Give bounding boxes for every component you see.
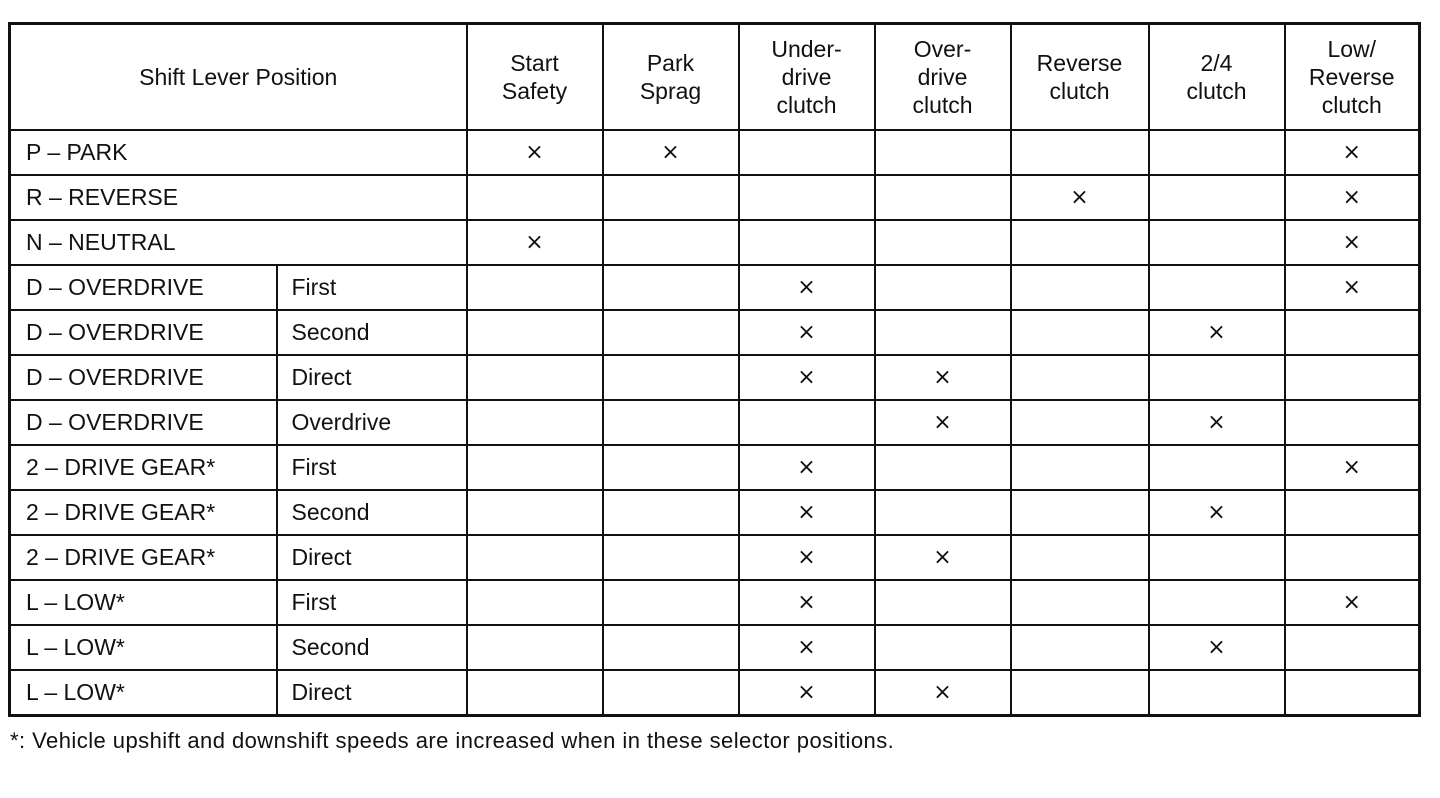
applied-mark-cell: × — [1285, 220, 1420, 265]
empty-cell — [603, 445, 739, 490]
shift-position-cell: R – REVERSE — [10, 175, 467, 220]
column-header: Under- drive clutch — [739, 24, 875, 131]
table-row — [10, 175, 1420, 220]
shift-position-cell: N – NEUTRAL — [10, 220, 467, 265]
applied-mark-cell: × — [739, 580, 875, 625]
empty-cell — [875, 625, 1011, 670]
empty-cell — [603, 535, 739, 580]
empty-cell — [1011, 355, 1149, 400]
shift-position-cell: D – OVERDRIVE — [10, 400, 277, 445]
applied-mark-cell: × — [739, 670, 875, 716]
applied-mark-cell: × — [1285, 265, 1420, 310]
empty-cell — [1285, 535, 1420, 580]
table-row — [10, 580, 1420, 625]
applied-mark-cell: × — [1285, 130, 1420, 175]
table-row — [10, 310, 1420, 355]
header-row — [10, 24, 1420, 131]
table-row — [10, 445, 1420, 490]
empty-cell — [467, 490, 603, 535]
applied-mark-cell: × — [875, 535, 1011, 580]
shift-position-cell: D – OVERDRIVE — [10, 355, 277, 400]
empty-cell — [603, 400, 739, 445]
applied-mark-cell: × — [875, 355, 1011, 400]
empty-cell — [1285, 670, 1420, 716]
shift-position-cell: L – LOW* — [10, 625, 277, 670]
applied-mark-cell: × — [1149, 490, 1285, 535]
column-header: 2/4 clutch — [1149, 24, 1285, 131]
applied-mark-cell: × — [739, 355, 875, 400]
applied-mark-cell: × — [739, 310, 875, 355]
shift-position-cell: L – LOW* — [10, 580, 277, 625]
empty-cell — [875, 265, 1011, 310]
empty-cell — [1285, 400, 1420, 445]
table-row — [10, 355, 1420, 400]
table-row — [10, 265, 1420, 310]
shift-lever-position-header: Shift Lever Position — [10, 24, 467, 131]
applied-mark-cell: × — [739, 445, 875, 490]
table-row — [10, 670, 1420, 716]
gear-cell: Overdrive — [277, 400, 467, 445]
empty-cell — [1285, 355, 1420, 400]
empty-cell — [1011, 445, 1149, 490]
gear-cell: First — [277, 265, 467, 310]
applied-mark-cell: × — [739, 490, 875, 535]
empty-cell — [1011, 130, 1149, 175]
empty-cell — [467, 535, 603, 580]
empty-cell — [1285, 310, 1420, 355]
empty-cell — [1149, 130, 1285, 175]
applied-mark-cell: × — [739, 625, 875, 670]
empty-cell — [467, 265, 603, 310]
shift-position-cell: 2 – DRIVE GEAR* — [10, 535, 277, 580]
gear-cell: First — [277, 580, 467, 625]
table-row — [10, 220, 1420, 265]
table-row — [10, 130, 1420, 175]
empty-cell — [1011, 220, 1149, 265]
column-header: Start Safety — [467, 24, 603, 131]
empty-cell — [1149, 220, 1285, 265]
empty-cell — [1011, 310, 1149, 355]
empty-cell — [467, 625, 603, 670]
table-row — [10, 625, 1420, 670]
empty-cell — [467, 355, 603, 400]
empty-cell — [467, 175, 603, 220]
footnote: *: Vehicle upshift and downshift speeds are increased when in these selector positions. — [10, 728, 895, 753]
applied-mark-cell: × — [875, 400, 1011, 445]
empty-cell — [1011, 535, 1149, 580]
empty-cell — [875, 220, 1011, 265]
applied-mark-cell: × — [603, 130, 739, 175]
empty-cell — [1149, 175, 1285, 220]
applied-mark-cell: × — [739, 535, 875, 580]
empty-cell — [875, 130, 1011, 175]
gear-cell: Direct — [277, 355, 467, 400]
table-body — [10, 130, 1420, 716]
empty-cell — [739, 220, 875, 265]
empty-cell — [875, 175, 1011, 220]
applied-mark-cell: × — [1149, 310, 1285, 355]
gear-cell: First — [277, 445, 467, 490]
gear-cell: Direct — [277, 670, 467, 716]
empty-cell — [1149, 535, 1285, 580]
empty-cell — [1149, 355, 1285, 400]
empty-cell — [603, 580, 739, 625]
empty-cell — [603, 355, 739, 400]
empty-cell — [467, 400, 603, 445]
empty-cell — [467, 670, 603, 716]
empty-cell — [1149, 445, 1285, 490]
applied-mark-cell: × — [1285, 445, 1420, 490]
empty-cell — [467, 580, 603, 625]
column-header: Park Sprag — [603, 24, 739, 131]
applied-mark-cell: × — [467, 130, 603, 175]
shift-position-cell: D – OVERDRIVE — [10, 310, 277, 355]
empty-cell — [875, 580, 1011, 625]
applied-mark-cell: × — [1285, 175, 1420, 220]
empty-cell — [603, 310, 739, 355]
applied-mark-cell: × — [875, 670, 1011, 716]
table-row — [10, 535, 1420, 580]
empty-cell — [1011, 670, 1149, 716]
applied-mark-cell: × — [1011, 175, 1149, 220]
shift-position-cell: 2 – DRIVE GEAR* — [10, 445, 277, 490]
empty-cell — [875, 490, 1011, 535]
applied-mark-cell: × — [1149, 625, 1285, 670]
gear-cell: Second — [277, 310, 467, 355]
empty-cell — [875, 445, 1011, 490]
empty-cell — [603, 175, 739, 220]
applied-mark-cell: × — [1149, 400, 1285, 445]
empty-cell — [603, 220, 739, 265]
empty-cell — [603, 265, 739, 310]
empty-cell — [1011, 580, 1149, 625]
empty-cell — [875, 310, 1011, 355]
gear-cell: Direct — [277, 535, 467, 580]
shift-position-cell: P – PARK — [10, 130, 467, 175]
shift-position-cell: D – OVERDRIVE — [10, 265, 277, 310]
gear-cell: Second — [277, 490, 467, 535]
empty-cell — [1011, 625, 1149, 670]
empty-cell — [739, 400, 875, 445]
empty-cell — [467, 445, 603, 490]
empty-cell — [1149, 670, 1285, 716]
empty-cell — [739, 175, 875, 220]
empty-cell — [1285, 625, 1420, 670]
shift-position-cell: 2 – DRIVE GEAR* — [10, 490, 277, 535]
empty-cell — [1149, 265, 1285, 310]
applied-mark-cell: × — [467, 220, 603, 265]
empty-cell — [603, 670, 739, 716]
empty-cell — [1149, 580, 1285, 625]
column-header: Reverse clutch — [1011, 24, 1149, 131]
empty-cell — [603, 490, 739, 535]
clutch-application-table — [8, 22, 1421, 717]
empty-cell — [467, 310, 603, 355]
applied-mark-cell: × — [739, 265, 875, 310]
column-header: Over- drive clutch — [875, 24, 1011, 131]
empty-cell — [739, 130, 875, 175]
gear-cell: Second — [277, 625, 467, 670]
applied-mark-cell: × — [1285, 580, 1420, 625]
column-header: Low/ Reverse clutch — [1285, 24, 1420, 131]
empty-cell — [1011, 400, 1149, 445]
empty-cell — [1285, 490, 1420, 535]
shift-position-cell: L – LOW* — [10, 670, 277, 716]
empty-cell — [1011, 265, 1149, 310]
table-row — [10, 490, 1420, 535]
table-row — [10, 400, 1420, 445]
empty-cell — [1011, 490, 1149, 535]
empty-cell — [603, 625, 739, 670]
